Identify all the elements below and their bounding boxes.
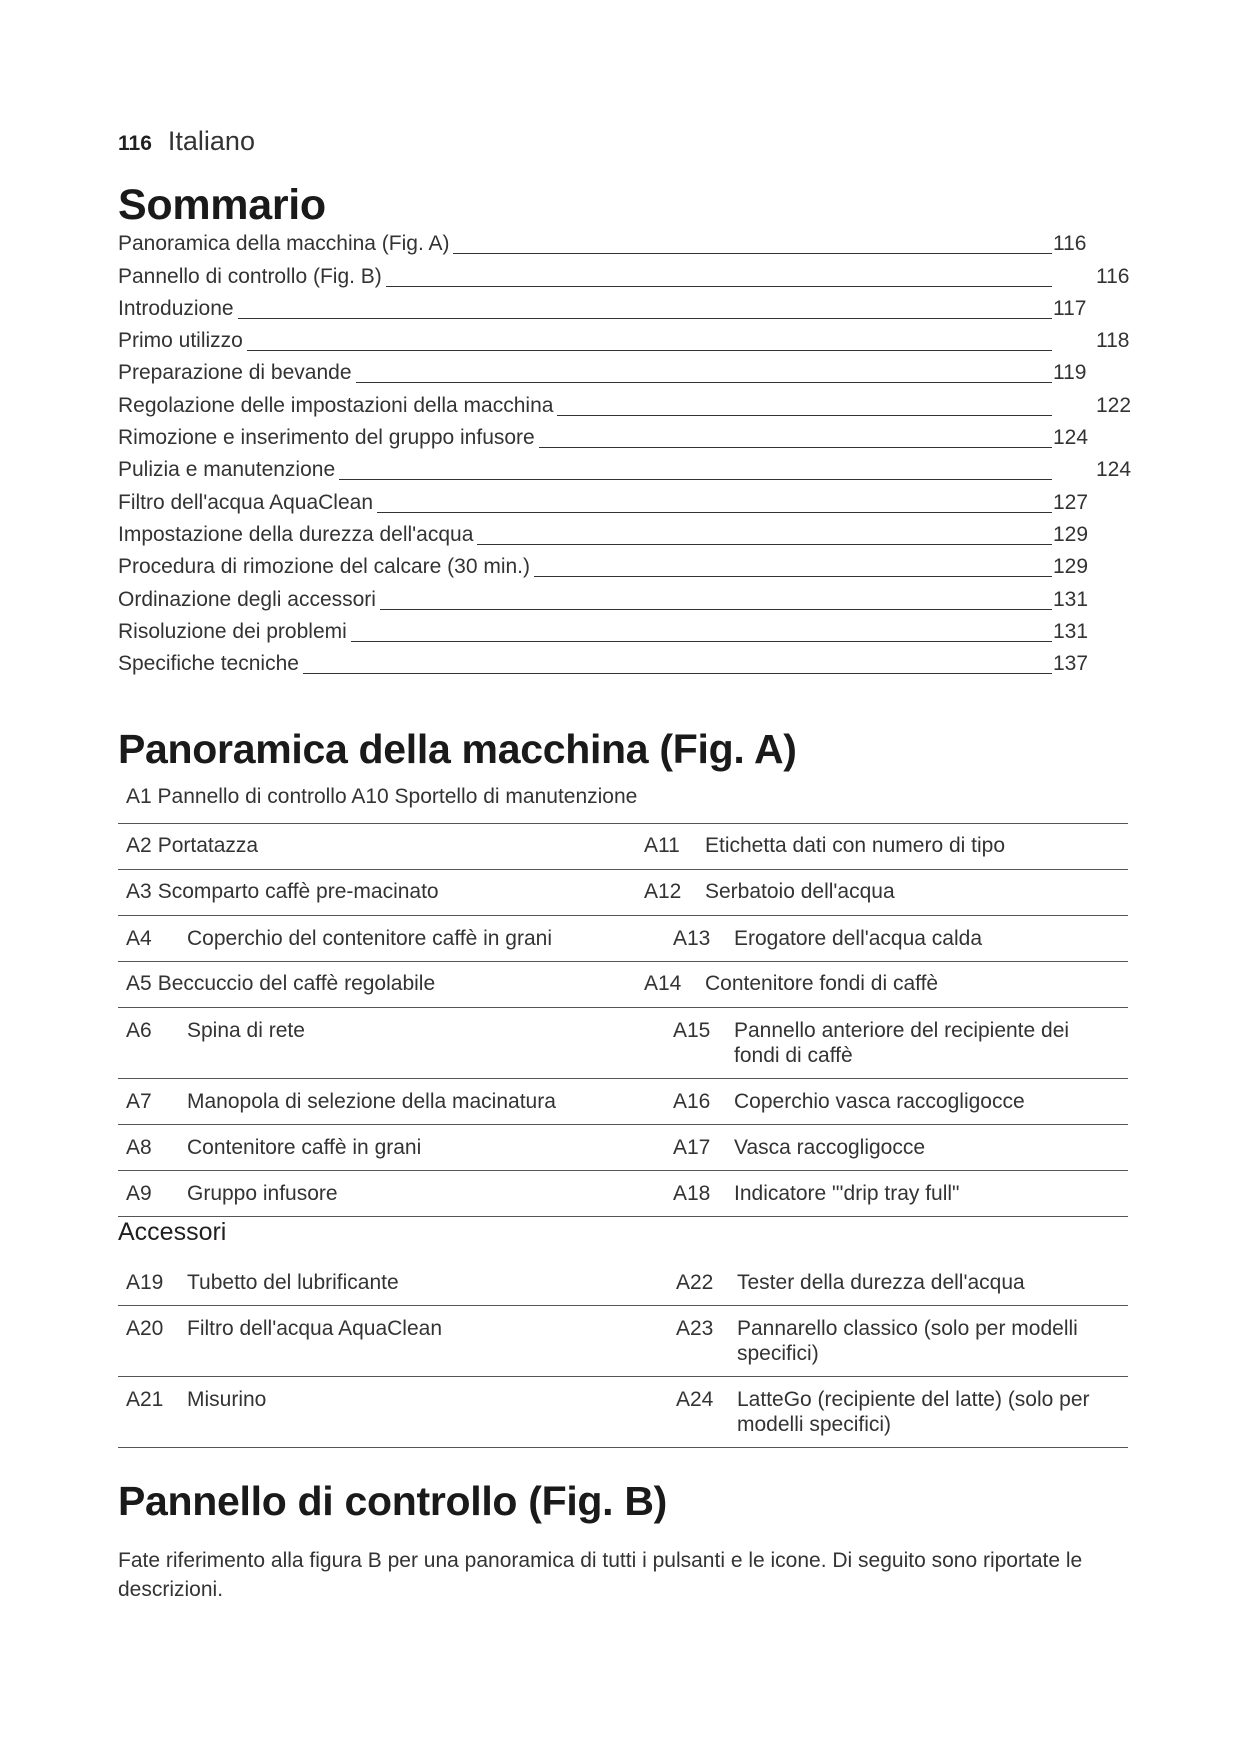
toc-entry-page: 117	[1053, 296, 1087, 320]
part-code: A14	[644, 972, 682, 995]
running-header	[118, 126, 255, 157]
toc-entry-page: 124	[1053, 426, 1089, 450]
part-code: A19	[126, 1271, 164, 1294]
part-code: A6	[126, 1019, 152, 1042]
part-name: Pannello anteriore del recipiente dei fondi di caffè	[734, 1019, 1070, 1067]
part-code: A18	[673, 1182, 711, 1205]
toc-entry-title: Specifiche tecniche	[118, 652, 303, 676]
toc-entry-title: Pulizia e manutenzione	[118, 458, 339, 482]
table-row	[118, 1125, 1128, 1171]
language-label: Italiano	[167, 126, 255, 156]
toc-entry[interactable]	[118, 555, 1128, 587]
toc-entry[interactable]	[118, 426, 1128, 458]
toc-entry-title: Risoluzione dei problemi	[118, 620, 351, 644]
part-code: A11	[644, 834, 680, 857]
toc-entry-page: 131	[1053, 587, 1089, 611]
toc-entry-page: 124	[1096, 458, 1132, 482]
part-code: A8	[126, 1136, 152, 1159]
toc-entry[interactable]	[118, 232, 1128, 264]
part-name: Tubetto del lubrificante	[187, 1271, 399, 1294]
part-name: Erogatore dell'acqua calda	[734, 927, 983, 950]
part-code: A17	[673, 1136, 711, 1159]
toc-entry-page: 119	[1053, 361, 1087, 385]
table-row	[118, 1171, 1128, 1217]
part-code: A4	[126, 927, 152, 950]
accessories-heading: Accessori	[118, 1218, 227, 1246]
part-name: Gruppo infusore	[187, 1182, 338, 1205]
toc-entry-title: Introduzione	[118, 297, 238, 321]
part-code: A3	[126, 880, 152, 903]
table-row	[118, 1377, 1128, 1448]
part-name: Filtro dell'acqua AquaClean	[187, 1317, 443, 1340]
accessories-table	[118, 1260, 1128, 1448]
toc-entry-title: Ordinazione degli accessori	[118, 588, 380, 612]
part-code: A22	[676, 1271, 714, 1294]
control-panel-title: Pannello di controllo (Fig. B)	[118, 1478, 668, 1524]
toc-entry[interactable]	[118, 264, 1128, 296]
part-name: Serbatoio dell'acqua	[705, 880, 895, 903]
parts-table	[118, 823, 1128, 1217]
part-code: A5	[126, 972, 152, 995]
toc-entry[interactable]	[118, 458, 1132, 490]
table-row	[118, 916, 1128, 962]
part-code: A21	[126, 1388, 164, 1411]
toc-entry-title: Panoramica della macchina (Fig. A)	[118, 232, 453, 256]
toc-entry-page: 129	[1053, 555, 1089, 579]
part-name: Tester della durezza dell'acqua	[737, 1271, 1025, 1294]
table-row	[118, 1008, 1128, 1079]
table-row	[118, 962, 1128, 1008]
toc-entry-page: 137	[1053, 652, 1089, 676]
part-code: A24	[676, 1388, 714, 1411]
part-code: A9	[126, 1182, 152, 1205]
toc-entry[interactable]	[118, 297, 1128, 329]
part-name: Misurino	[187, 1388, 267, 1411]
part-name: Contenitore caffè in grani	[187, 1136, 422, 1159]
toc-entry[interactable]	[118, 329, 1128, 361]
toc-entry-title: Impostazione della durezza dell'acqua	[118, 523, 477, 547]
part-name: Contenitore fondi di caffè	[705, 972, 939, 995]
part-name: Coperchio del contenitore caffè in grani	[187, 927, 553, 950]
toc-leader-line	[118, 318, 1052, 319]
toc-leader-line	[118, 350, 1052, 351]
part-code: A23	[676, 1317, 714, 1340]
part-code: A20	[126, 1317, 164, 1340]
table-of-contents	[118, 232, 1132, 684]
toc-entry-page: 131	[1053, 619, 1089, 643]
table-row	[118, 824, 1128, 870]
overview-title: Panoramica della macchina (Fig. A)	[118, 726, 797, 772]
toc-entry[interactable]	[118, 361, 1128, 393]
part-name: Etichetta dati con numero di tipo	[705, 834, 1006, 857]
part-name: Manopola di selezione della macinatura	[187, 1090, 556, 1113]
table-row	[118, 1306, 1128, 1377]
toc-entry-page: 118	[1096, 329, 1130, 353]
toc-entry[interactable]	[118, 393, 1132, 425]
part-code: A15	[673, 1019, 711, 1042]
toc-entry-title: Filtro dell'acqua AquaClean	[118, 491, 377, 515]
overview-intro-line: A1 Pannello di controllo A10 Sportello di manutenzione	[126, 785, 638, 808]
part-name: Indicatore "'drip tray full"	[734, 1182, 960, 1205]
toc-entry-title: Primo utilizzo	[118, 329, 247, 353]
toc-entry-title: Preparazione di bevande	[118, 361, 356, 385]
toc-entry-page: 116	[1096, 264, 1130, 288]
part-name: Pannarello classico (solo per modelli specifici)	[737, 1317, 1078, 1365]
table-row	[118, 870, 1128, 916]
toc-entry-title: Procedura di rimozione del calcare (30 min.)	[118, 555, 534, 579]
toc-title: Sommario	[118, 181, 326, 229]
part-code: A12	[644, 880, 682, 903]
table-row	[118, 1260, 1128, 1306]
toc-entry-title: Rimozione e inserimento del gruppo infusore	[118, 426, 539, 450]
toc-entry[interactable]	[118, 620, 1128, 652]
part-name: LatteGo (recipiente del latte) (solo per modelli specifici)	[737, 1388, 1090, 1436]
toc-entry[interactable]	[118, 523, 1128, 555]
control-panel-description: Fate riferimento alla figura B per una panoramica di tutti i pulsanti e le icone. Di seguito sono riportate le descrizioni.	[118, 1549, 1083, 1601]
part-name: Coperchio vasca raccogligocce	[734, 1090, 1025, 1113]
toc-entry-page: 127	[1053, 490, 1089, 514]
toc-entry-page: 122	[1096, 393, 1132, 417]
toc-entry[interactable]	[118, 587, 1128, 619]
part-code: A13	[673, 927, 711, 950]
part-code: A16	[673, 1090, 711, 1113]
page-number: 116	[118, 132, 152, 155]
part-code: A2	[126, 834, 152, 857]
part-name: Spina di rete	[187, 1019, 305, 1042]
part-name: Portatazza	[157, 834, 259, 857]
toc-entry[interactable]	[118, 652, 1128, 684]
table-row	[118, 1079, 1128, 1125]
part-name: Vasca raccogligocce	[734, 1136, 926, 1159]
part-code: A7	[126, 1090, 152, 1113]
toc-entry[interactable]	[118, 490, 1128, 522]
part-name: Beccuccio del caffè regolabile	[157, 972, 436, 995]
toc-entry-title: Regolazione delle impostazioni della macchina	[118, 394, 557, 418]
toc-entry-title: Pannello di controllo (Fig. B)	[118, 265, 386, 289]
toc-entry-page: 116	[1053, 232, 1087, 256]
part-name: Scomparto caffè pre-macinato	[157, 880, 439, 903]
toc-entry-page: 129	[1053, 522, 1089, 546]
